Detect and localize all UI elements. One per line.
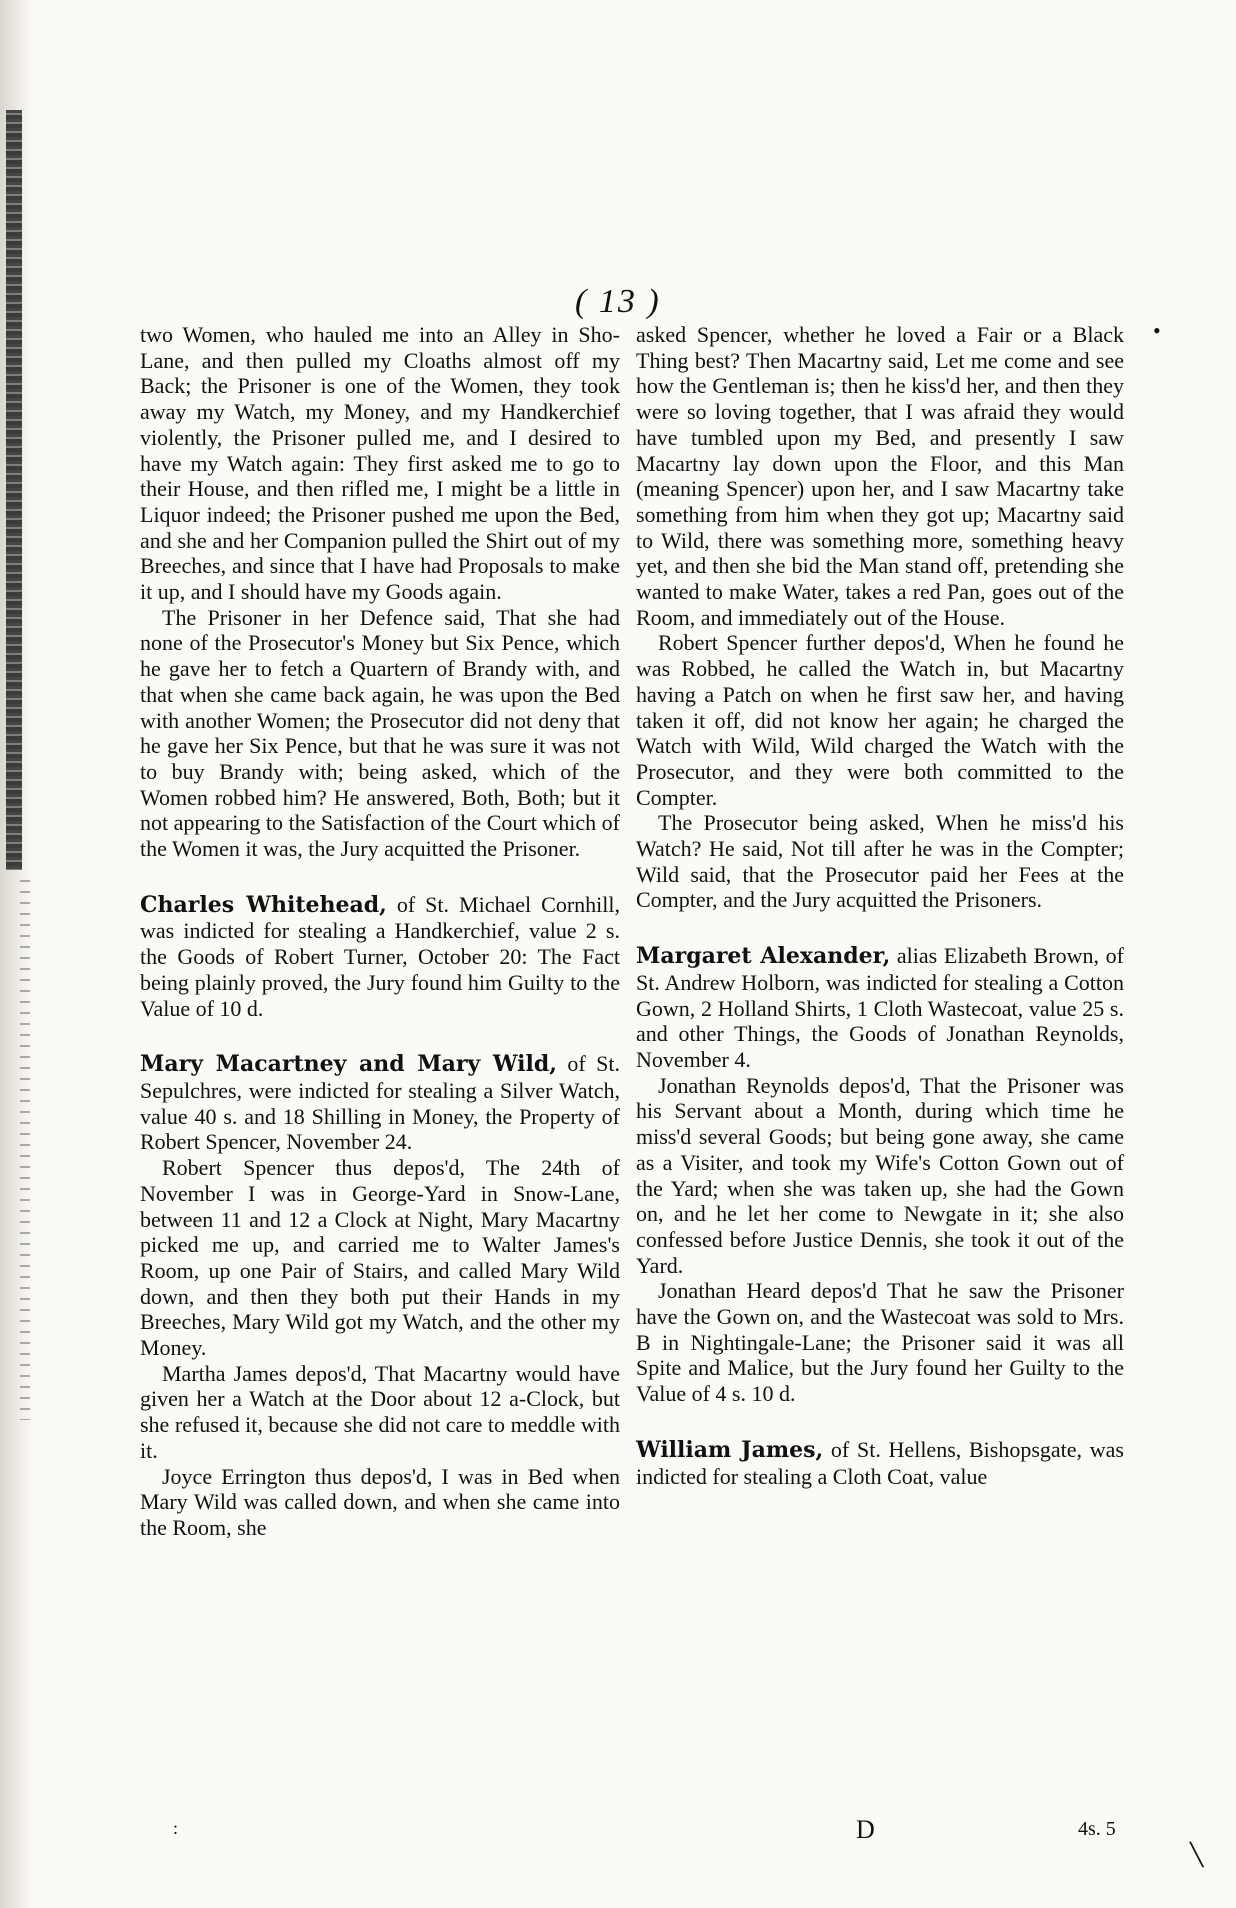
catchword: 4s. 5: [1078, 1818, 1116, 1840]
paragraph: The Prosecutor being asked, When he miss'd his Watch? He said, Not till after he was in the Compter; Wild said, that the Prosecutor paid her Fees at the Compter, and the Jury acquitted the Prisoners.: [636, 810, 1124, 913]
paragraph: Jonathan Heard depos'd That he saw the Prisoner have the Gown on, and the Wastecoat was sold to Mrs. B in Nightingale-Lane; the Prisoner said it was all Spite and Malice, but the Jury found her Guilty to the Value of 4 s. 10 d.: [636, 1278, 1124, 1407]
case-entry: [636, 943, 1124, 1073]
right-column: [636, 322, 1124, 1489]
binding-spine: [6, 110, 22, 870]
left-column: [140, 322, 620, 1541]
signature-mark: D: [856, 1815, 875, 1844]
paragraph: Joyce Errington thus depos'd, I was in Bed when Mary Wild was called down, and when she came into the Room, she: [140, 1463, 620, 1540]
paragraph: The Prisoner in her Defence said, That she had none of the Prosecutor's Money but Six Pence, which he gave her to fetch a Quartern of Brandy with, and that when she came back again, he was upon the Bed with another Women; the Prosecutor did not deny that he gave her Six Pence, but that he was sure it was not to buy Brandy with; being asked, which of the Women robbed him? He answered, Both, Both; but it not appearing to the Satisfaction of the Court which of the Women it was, the Jury acquitted the Prisoner.: [140, 604, 620, 862]
paragraph: two Women, who hauled me into an Alley in Sho-Lane, and then pulled my Cloaths almost off my Back; the Prisoner is one of the Women, they took away my Watch, my Money, and my Handkerchief violently, the Prisoner pulled me, and I desired to have my Watch again: They first asked me to go to their House, and then rifled me, I might be a little in Liquor indeed; the Prisoner pushed me upon the Bed, and she and her Companion pulled the Shirt out of my Breeches, and since that I have had Proposals to make it up, and I should have my Goods again.: [140, 322, 620, 605]
case-text: of St. Michael Cornhill, was indicted for stealing a Handkerchief, value 2 s. the Goods of Robert Turner, October 20: The Fact being plainly proved, the Jury found him Guilty to the Value of 10 d.: [140, 891, 621, 1021]
case-text: of St. Sepulchres, were indicted for stealing a Silver Watch, value 40 s. and 18 Shilling in Money, the Property of Robert Spencer, November 24.: [140, 1051, 620, 1155]
case-heading: Margaret Alexander,: [636, 943, 891, 970]
case-entry: [140, 892, 620, 1022]
case-entry: [636, 1437, 1124, 1489]
binding-stitch-marks: [20, 880, 30, 1420]
case-text: of St. Hellens, Bishopsgate, was indicted for stealing a Cloth Coat, value: [636, 1436, 1124, 1489]
paragraph: Robert Spencer thus depos'd, The 24th of November I was in George-Yard in Snow-Lane, between 11 and 12 a Clock at Night, Mary Macartny picked me up, and carried me to Walter James's Room, up one Pair of Stairs, and called Mary Wild down, and then they both put their Hands in my Breeches, Mary Wild got my Watch, and the other my Money.: [140, 1155, 620, 1361]
stray-mark: :: [173, 1818, 179, 1838]
corner-mark: ╲: [1190, 1842, 1204, 1867]
case-entry: [140, 1051, 620, 1155]
case-heading: Mary Macartney and Mary Wild,: [140, 1051, 557, 1078]
paragraph: Martha James depos'd, That Macartny would have given her a Watch at the Door about 12 a-Clock, but she refused it, because she did not care to meddle with it.: [140, 1360, 620, 1463]
page-number: ( 13 ): [575, 283, 661, 320]
paragraph: Robert Spencer further depos'd, When he found he was Robbed, he called the Watch in, but Macartny having a Patch on when he first saw her, and having taken it off, did not know her again; he charged the Watch with Wild, Wild charged the Watch with the Prosecutor, and they were both committed to the Compter.: [636, 630, 1124, 810]
case-heading: William James,: [636, 1436, 824, 1463]
paragraph: Jonathan Reynolds depos'd, That the Prisoner was his Servant about a Month, during which time he miss'd several Goods; but being gone away, she came as a Visiter, and took my Wife's Cotton Gown out of the Yard; when she was taken up, she had the Gown on, and he let her come to Newgate in it; she also confessed before Justice Dennis, she took it out of the Yard.: [636, 1072, 1124, 1278]
margin-dot: •: [1153, 318, 1161, 343]
case-text: alias Elizabeth Brown, of St. Andrew Holborn, was indicted for stealing a Cotton Gown, 2 Holland Shirts, 1 Cloth Wastecoat, value 25 s. and other Things, the Goods of Jonathan Reynolds, November 4.: [636, 943, 1124, 1072]
case-heading: Charles Whitehead,: [140, 891, 387, 918]
paragraph: asked Spencer, whether he loved a Fair or a Black Thing best? Then Macartny said, Let me come and see how the Gentleman is; then he kiss'd her, and then they were so loving together, that I was afraid they would have tumbled upon my Bed, and presently I saw Macartny lay down upon the Floor, and this Man (meaning Spencer) upon her, and I saw Macartny take something from him when they got up; Macartny said to Wild, there was something more, something heavy yet, and then she bid the Man stand off, pretending she wanted to make Water, takes a red Pan, goes out of the Room, and immediately out of the House.: [636, 322, 1124, 630]
